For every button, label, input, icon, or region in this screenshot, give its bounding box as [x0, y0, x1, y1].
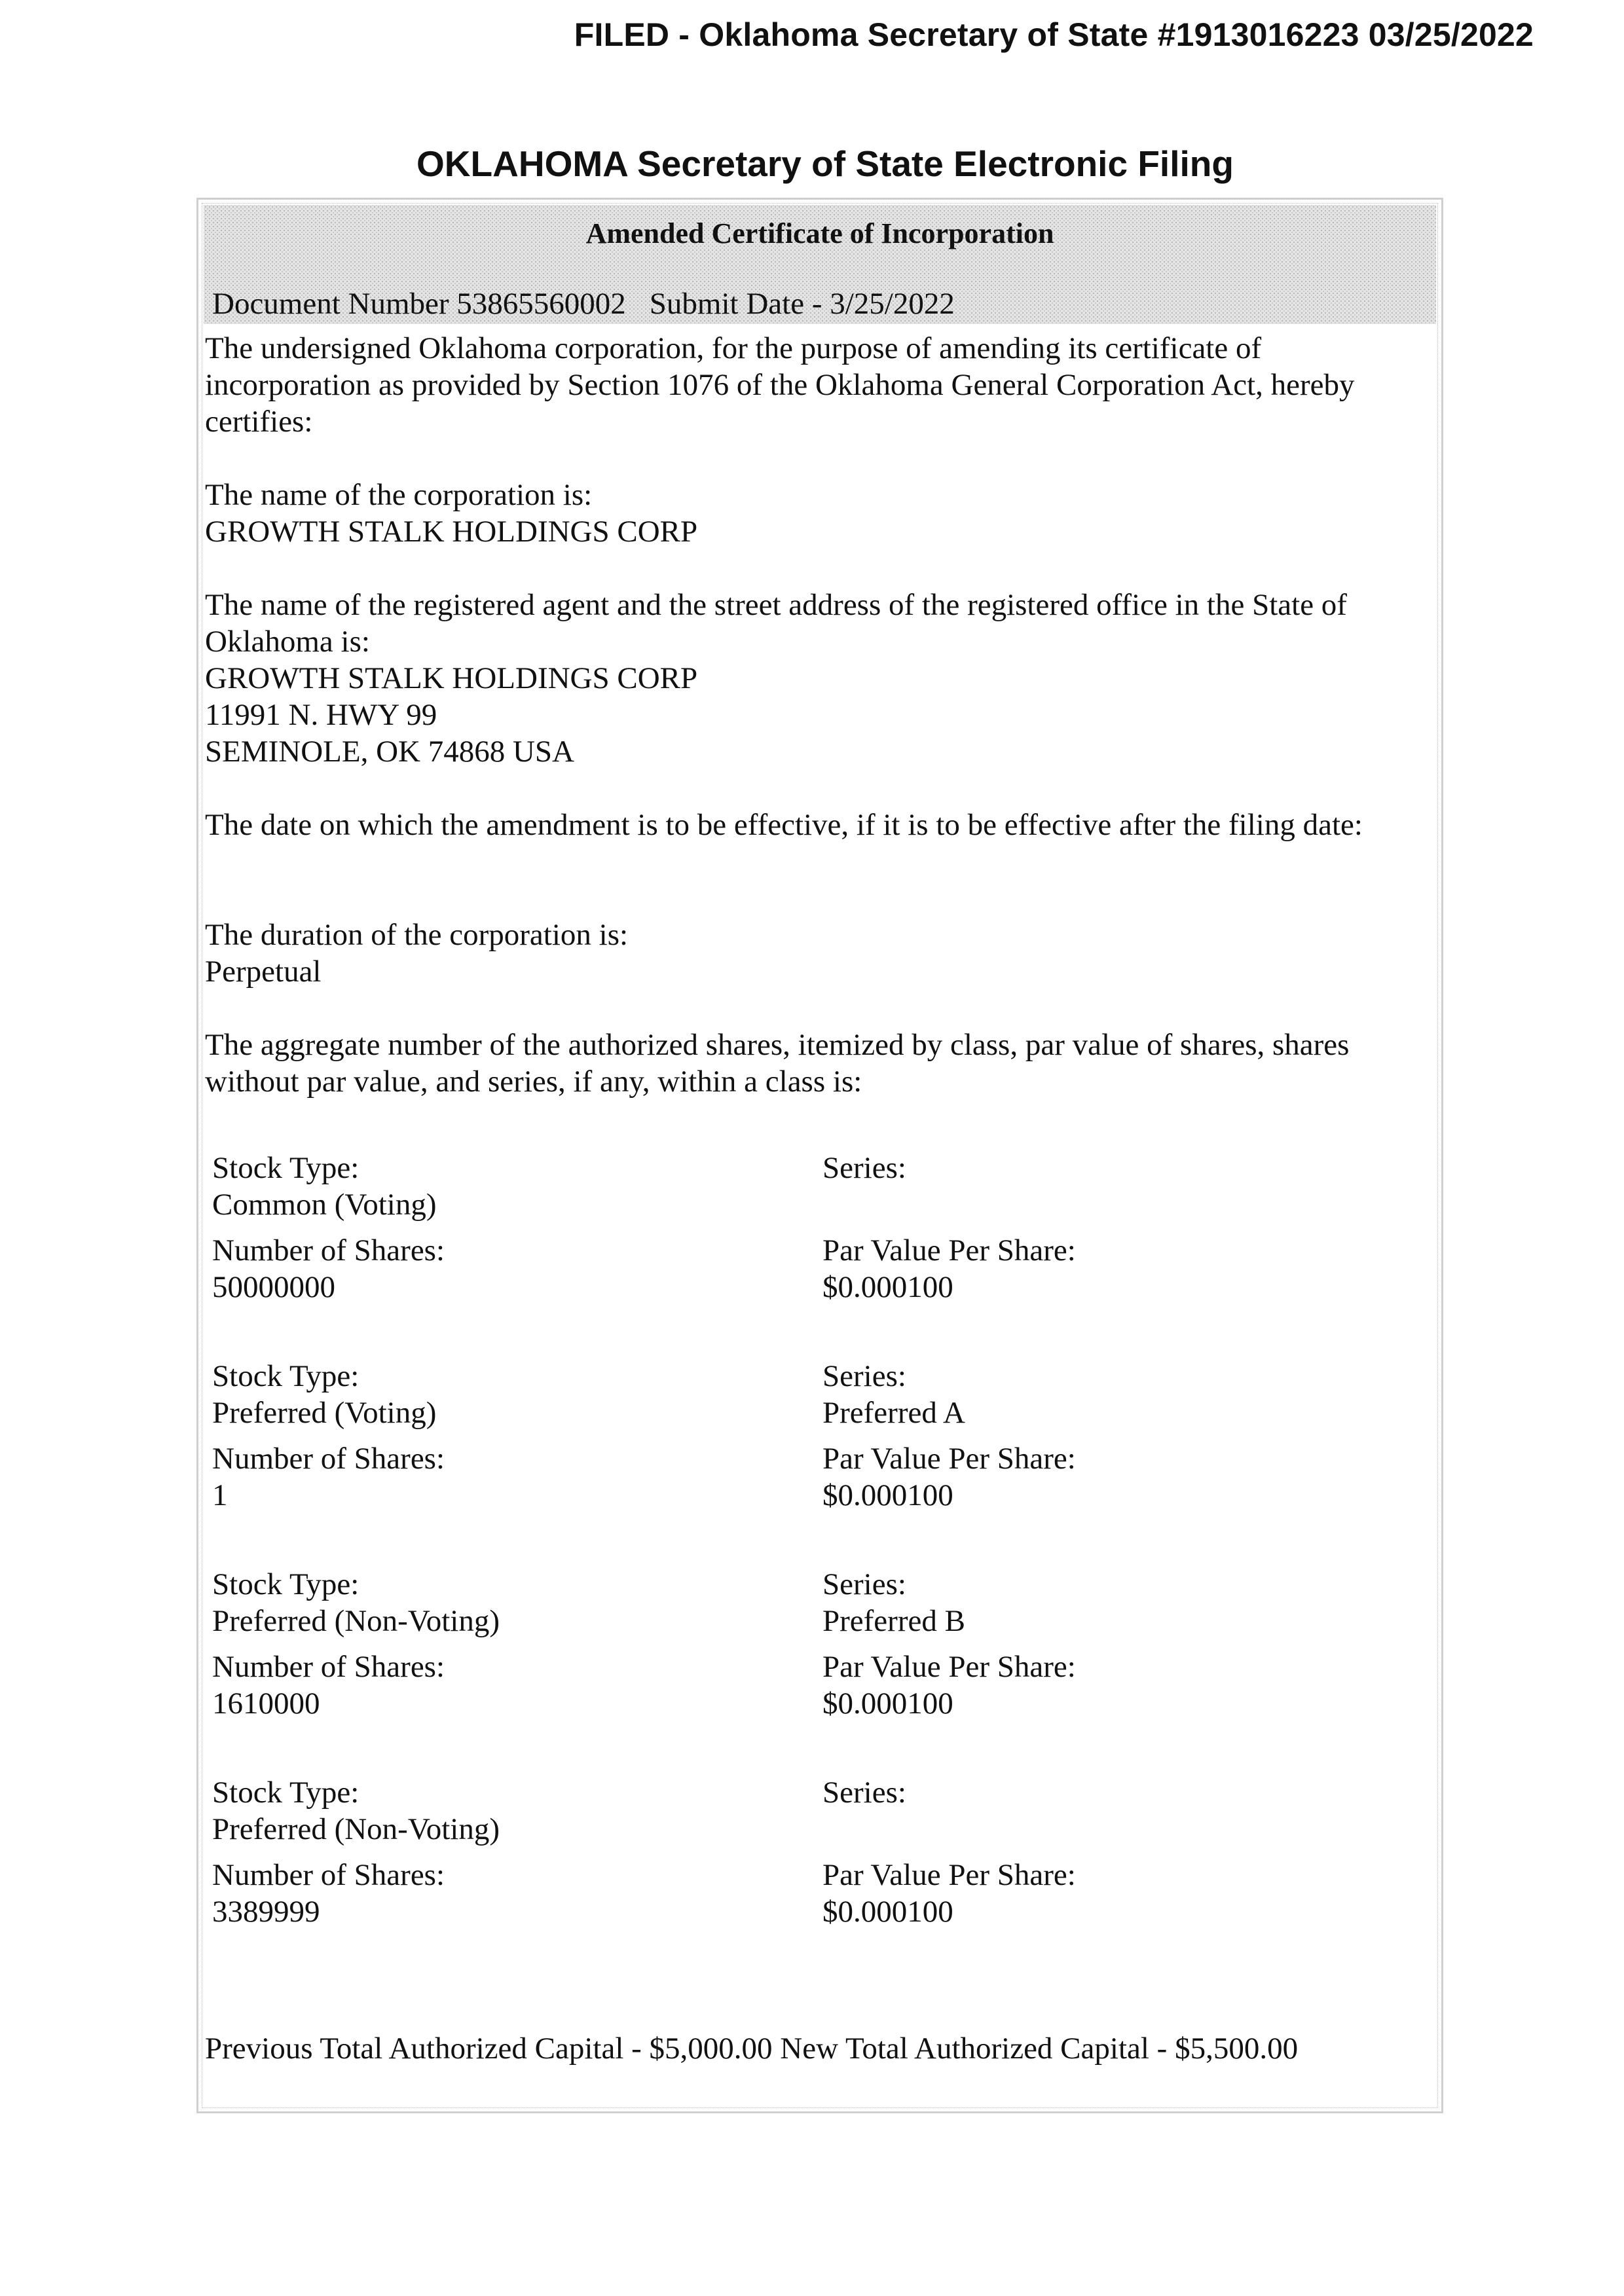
intro-line: certifies:	[205, 405, 313, 439]
intro-line: The undersigned Oklahoma corporation, for the purpose of amending its certificate of	[205, 331, 1262, 365]
par-label: Par Value Per Share:	[822, 1650, 1076, 1684]
duration-value: Perpetual	[205, 955, 322, 989]
previous-capital: Previous Total Authorized Capital - $5,000.00	[205, 2032, 773, 2066]
registered-agent-section	[205, 587, 1430, 770]
series-label: Series:	[822, 1151, 906, 1185]
shares-label: Number of Shares:	[212, 1442, 445, 1476]
certificate-body	[205, 330, 1430, 1100]
shares-label: Number of Shares:	[212, 1650, 445, 1684]
shares-intro-line: The aggregate number of the authorized shares, itemized by class, par value of shares, shares	[205, 1028, 1350, 1062]
series-label: Series:	[822, 1359, 906, 1393]
corporation-name: GROWTH STALK HOLDINGS CORP	[205, 515, 698, 549]
par-value: $0.000100	[822, 1478, 953, 1512]
number-of-shares-block	[212, 1649, 445, 1722]
page-title	[0, 143, 1624, 185]
series-block	[822, 1774, 906, 1811]
stock-type-block	[212, 1566, 500, 1639]
stock-type-value: Preferred (Non-Voting)	[212, 1812, 500, 1846]
shares-value: 1	[212, 1478, 228, 1512]
par-value: $0.000100	[822, 1686, 953, 1721]
par-value-block	[822, 1440, 1076, 1514]
stock-type-label: Stock Type:	[212, 1567, 360, 1601]
par-value-block	[822, 1857, 1076, 1930]
stock-type-block	[212, 1358, 436, 1431]
intro-paragraph	[205, 330, 1430, 440]
agent-label: The name of the registered agent and the street address of the registered office in the State of	[205, 588, 1347, 622]
agent-name: GROWTH STALK HOLDINGS CORP	[205, 661, 698, 695]
shares-label: Number of Shares:	[212, 1233, 445, 1267]
intro-line: incorporation as provided by Section 1076 of the Oklahoma General Corporation Act, hereby	[205, 368, 1355, 402]
agent-street: 11991 N. HWY 99	[205, 698, 437, 732]
series-label: Series:	[822, 1776, 906, 1810]
page-title-text: OKLAHOMA Secretary of State Electronic Filing	[416, 143, 1234, 184]
stock-type-label: Stock Type:	[212, 1776, 360, 1810]
stock-type-value: Preferred (Voting)	[212, 1396, 437, 1430]
stock-type-label: Stock Type:	[212, 1359, 360, 1393]
agent-label: Oklahoma is:	[205, 625, 370, 659]
document-number: Document Number 53865560002	[212, 287, 626, 321]
par-value-block	[822, 1649, 1076, 1722]
shares-value: 3389999	[212, 1895, 320, 1929]
series-block	[822, 1566, 965, 1639]
par-value: $0.000100	[822, 1895, 953, 1929]
stock-type-label: Stock Type:	[212, 1151, 360, 1185]
series-value: Preferred B	[822, 1604, 965, 1638]
stock-type-block	[212, 1150, 437, 1223]
corporation-name-section	[205, 477, 1430, 550]
par-label: Par Value Per Share:	[822, 1442, 1076, 1476]
par-value-block	[822, 1232, 1076, 1305]
form-title: Amended Certificate of Incorporation	[585, 217, 1054, 249]
stock-type-value: Preferred (Non-Voting)	[212, 1604, 500, 1638]
form-header-band	[204, 205, 1436, 324]
series-block	[822, 1150, 906, 1186]
document-info	[212, 286, 955, 321]
par-label: Par Value Per Share:	[822, 1233, 1076, 1267]
shares-value: 50000000	[212, 1270, 335, 1304]
stock-type-value: Common (Voting)	[212, 1188, 437, 1222]
filing-stamp: FILED - Oklahoma Secretary of State #1913016223 03/25/2022	[574, 16, 1534, 53]
number-of-shares-block	[212, 1857, 445, 1930]
shares-intro-line: without par value, and series, if any, within a class is:	[205, 1065, 862, 1099]
series-value: Preferred A	[822, 1396, 965, 1430]
series-block	[822, 1358, 965, 1431]
agent-city: SEMINOLE, OK 74868 USA	[205, 735, 574, 769]
duration-section	[205, 917, 1430, 990]
effective-label: The date on which the amendment is to be effective, if it is to be effective after the filing date:	[205, 808, 1363, 842]
authorized-capital-line	[205, 2031, 1298, 2066]
par-label: Par Value Per Share:	[822, 1858, 1076, 1892]
stock-type-block	[212, 1774, 500, 1848]
number-of-shares-block	[212, 1440, 445, 1514]
shares-label: Number of Shares:	[212, 1858, 445, 1892]
new-capital: New Total Authorized Capital - $5,500.00	[780, 2032, 1299, 2066]
effective-date-section	[205, 807, 1430, 843]
shares-value: 1610000	[212, 1686, 320, 1721]
corporation-label: The name of the corporation is:	[205, 478, 593, 512]
par-value: $0.000100	[822, 1270, 953, 1304]
shares-intro	[205, 1027, 1430, 1100]
number-of-shares-block	[212, 1232, 445, 1305]
series-label: Series:	[822, 1567, 906, 1601]
submit-date: Submit Date - 3/25/2022	[649, 287, 955, 321]
duration-label: The duration of the corporation is:	[205, 918, 629, 952]
